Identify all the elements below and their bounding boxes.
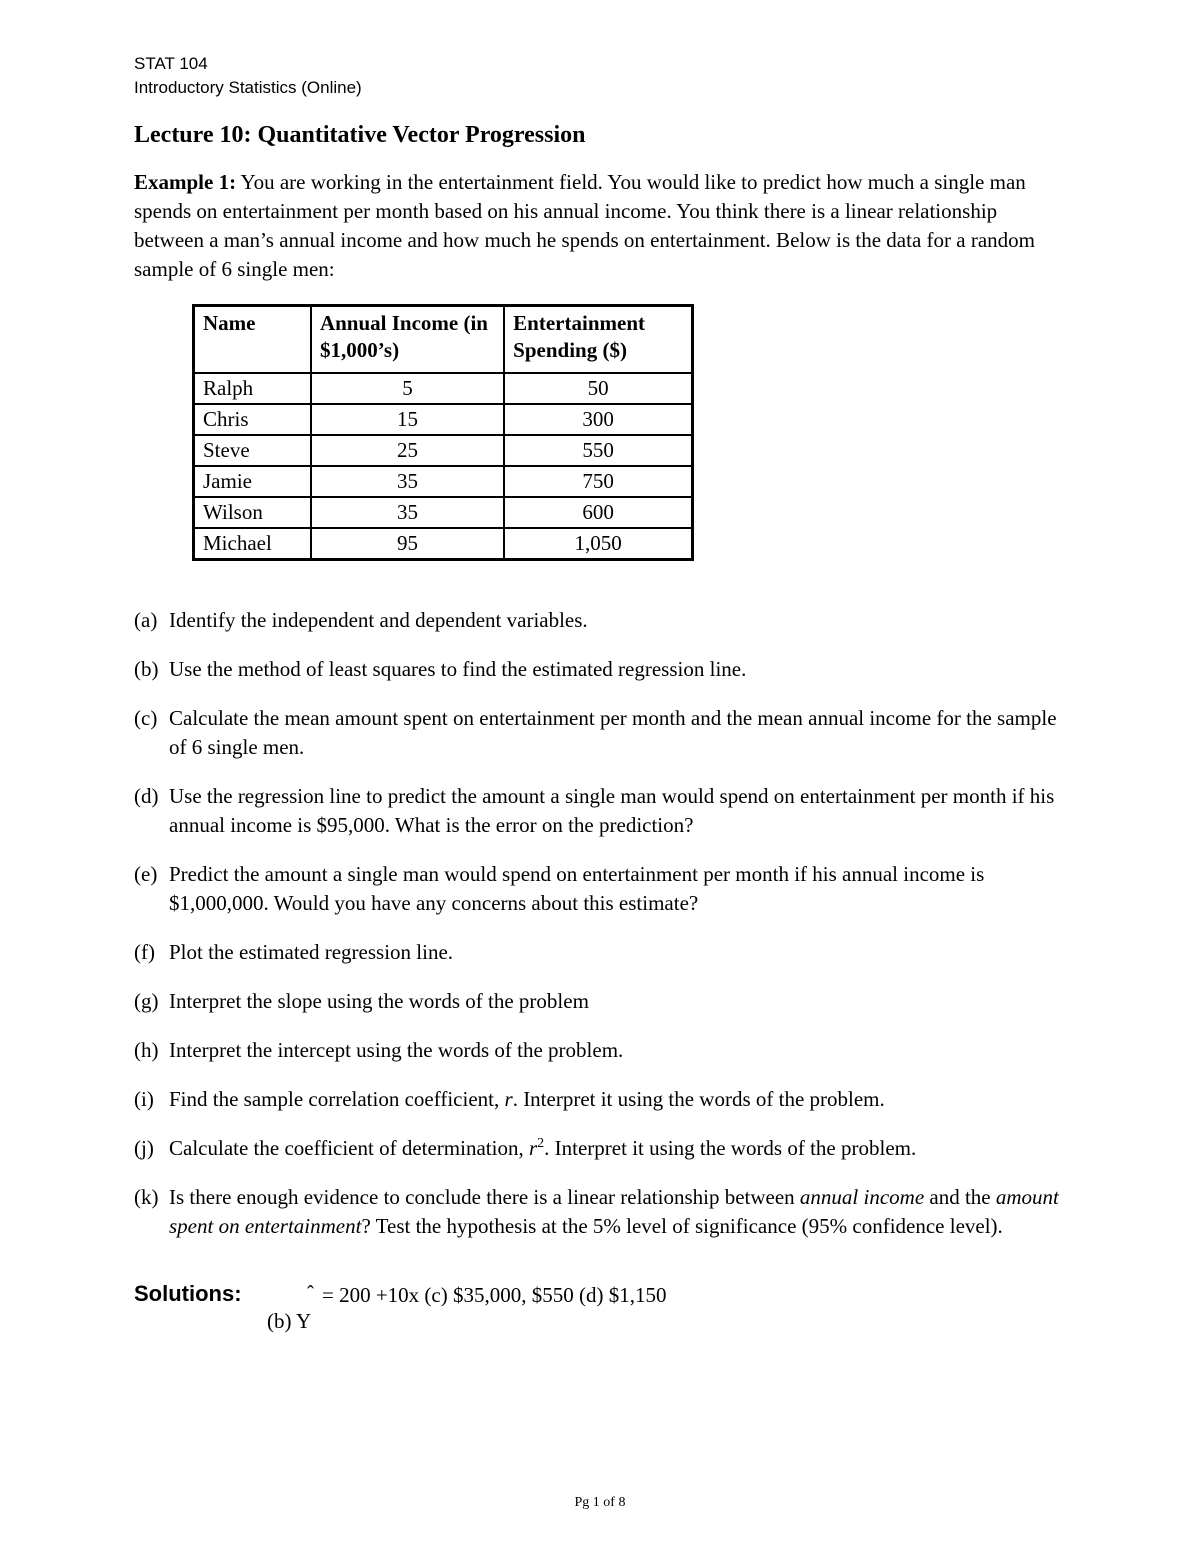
cell-name: Michael <box>194 528 311 560</box>
cell-name: Wilson <box>194 497 311 528</box>
question-list <box>134 606 1074 1261</box>
cell-spending: 50 <box>504 373 692 404</box>
cell-spending: 300 <box>504 404 692 435</box>
cell-income: 35 <box>311 466 504 497</box>
question-label: (j) <box>134 1136 154 1160</box>
question-b <box>134 655 1074 684</box>
question-label: (k) <box>134 1185 159 1209</box>
cell-name: Steve <box>194 435 311 466</box>
lecture-title: Lecture 10: Quantitative Vector Progression <box>134 122 586 148</box>
table-row <box>194 373 693 404</box>
question-text: Use the method of least squares to find the estimated regression line. <box>169 657 747 681</box>
question-text-post: . Interpret it using the words of the problem. <box>512 1087 885 1111</box>
header-name: Name <box>194 306 311 374</box>
emphasis-annual-income: annual income <box>799 1185 925 1209</box>
question-e <box>134 860 1074 918</box>
example-label: Example 1: <box>134 170 237 194</box>
variable-r: r <box>504 1087 513 1111</box>
question-text-pre: Calculate the coefficient of determination, <box>169 1136 529 1160</box>
question-label: (i) <box>134 1087 154 1111</box>
question-text: Calculate the mean amount spent on entertainment per month and the mean annual income for the sample of 6 single men. <box>169 706 1057 759</box>
question-label: (a) <box>134 608 158 632</box>
question-d <box>134 782 1074 840</box>
question-label: (h) <box>134 1038 159 1062</box>
question-label: (g) <box>134 989 159 1013</box>
solutions-answers: = 200 +10x (c) $35,000, $550 (d) $1,150 <box>322 1283 667 1307</box>
cell-spending: 1,050 <box>504 528 692 560</box>
question-text: Plot the estimated regression line. <box>169 940 454 964</box>
question-j <box>134 1134 1074 1163</box>
question-g <box>134 987 1074 1016</box>
example-text: You are working in the entertainment field. You would like to predict how much a single man spends on entertainment per month based on his annual income. You think there is a linear relationship between a man’s annual income and how much he spends on entertainment. Below is the data for a random sample of 6 single men: <box>134 170 1035 281</box>
cell-spending: 600 <box>504 497 692 528</box>
table-header-row <box>194 306 693 374</box>
question-text: Use the regression line to predict the amount a single man would spend on entertainment per month if his annual income is $95,000. What is the error on the prediction? <box>169 784 1055 837</box>
table-row <box>194 404 693 435</box>
question-text: Interpret the slope using the words of the problem <box>169 989 589 1013</box>
question-label: (f) <box>134 940 155 964</box>
cell-income: 95 <box>311 528 504 560</box>
question-text: Interpret the intercept using the words of the problem. <box>169 1038 624 1062</box>
solutions-b-label: (b) Y <box>267 1309 312 1333</box>
example-paragraph <box>134 168 1064 284</box>
question-text-pre: Find the sample correlation coefficient, <box>169 1087 505 1111</box>
question-label: (d) <box>134 784 159 808</box>
question-label: (b) <box>134 657 159 681</box>
table-row <box>194 466 693 497</box>
solutions-block <box>134 1281 1034 1341</box>
question-a <box>134 606 1074 635</box>
cell-spending: 550 <box>504 435 692 466</box>
header-income: Annual Income (in $1,000’s) <box>311 306 504 374</box>
question-text-post: . Interpret it using the words of the problem. <box>544 1136 917 1160</box>
data-table <box>192 304 694 561</box>
question-h <box>134 1036 1074 1065</box>
table-row <box>194 528 693 560</box>
table-row <box>194 435 693 466</box>
course-code: STAT 104 <box>134 54 208 73</box>
question-text-mid: and the <box>924 1185 996 1209</box>
cell-income: 25 <box>311 435 504 466</box>
course-name: Introductory Statistics (Online) <box>134 78 362 97</box>
question-c <box>134 704 1074 762</box>
hat-symbol: ˆ <box>307 1281 314 1305</box>
question-i <box>134 1085 1074 1114</box>
variable-r: r <box>528 1136 538 1160</box>
cell-income: 35 <box>311 497 504 528</box>
question-k <box>134 1183 1074 1241</box>
cell-name: Ralph <box>194 373 311 404</box>
question-text-post: ? Test the hypothesis at the 5% level of significance (95% confidence level). <box>361 1214 1003 1238</box>
question-text: Predict the amount a single man would spend on entertainment per month if his annual income is $1,000,000. Would you have any concerns about this estimate? <box>169 862 985 915</box>
cell-spending: 750 <box>504 466 692 497</box>
cell-name: Chris <box>194 404 311 435</box>
cell-income: 5 <box>311 373 504 404</box>
cell-name: Jamie <box>194 466 311 497</box>
question-f <box>134 938 1074 967</box>
emphasis-amount-spent: amount spent on entertainment <box>169 1185 1059 1238</box>
table-row <box>194 497 693 528</box>
question-label: (c) <box>134 706 158 730</box>
question-label: (e) <box>134 862 158 886</box>
page-number: Pg 1 of 8 <box>574 1495 626 1510</box>
exponent: 2 <box>537 1136 545 1151</box>
question-text: Identify the independent and dependent variables. <box>169 608 588 632</box>
solutions-label: Solutions: <box>134 1281 242 1306</box>
cell-income: 15 <box>311 404 504 435</box>
header-spending: Entertainment Spending ($) <box>504 306 692 374</box>
question-text-pre: Is there enough evidence to conclude there is a linear relationship between <box>169 1185 800 1209</box>
